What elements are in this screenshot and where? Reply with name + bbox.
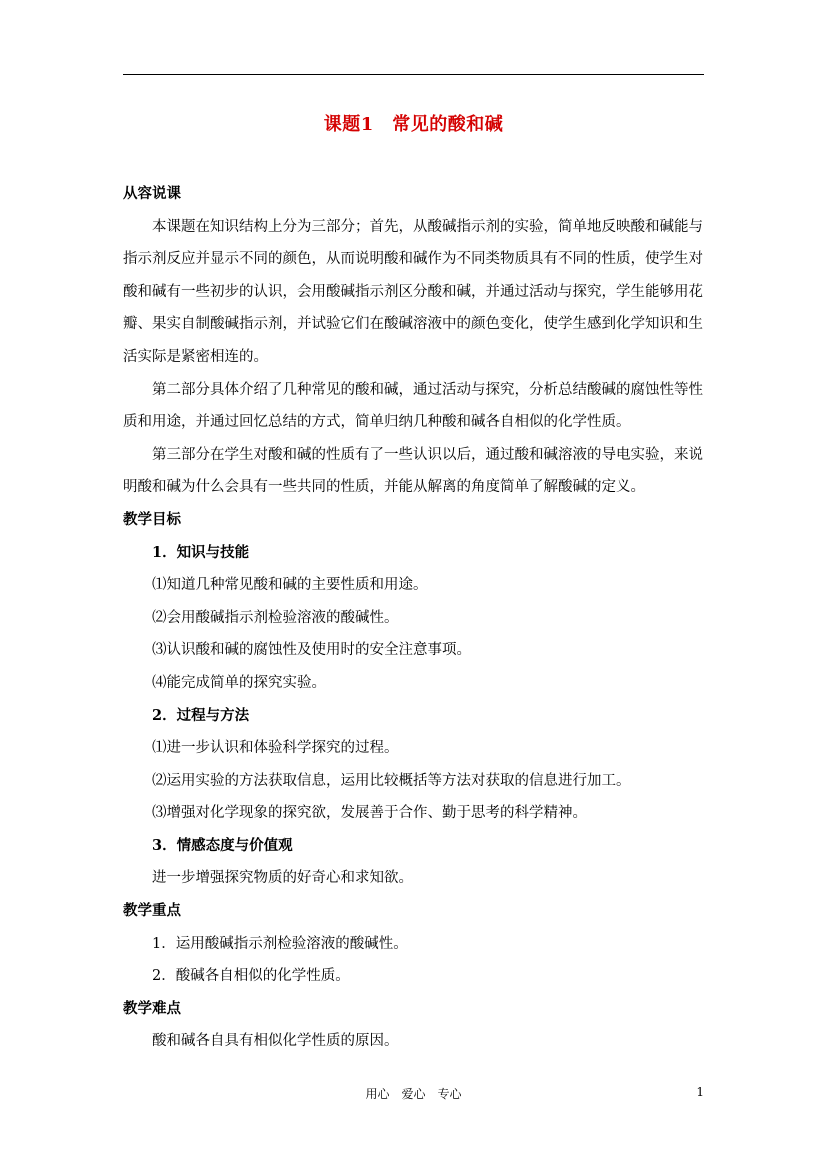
goals-subheading-process: 2．过程与方法 xyxy=(152,706,250,724)
goals-attitude-item-1: 进一步增强探究物质的好奇心和求知欲。 xyxy=(152,870,413,887)
goals-subheading-attitude: 3．情感态度与价值观 xyxy=(152,836,293,854)
key-point-item-2: 2．酸碱各自相似的化学性质。 xyxy=(152,968,350,985)
intro-paragraph-3: 第三部分在学生对酸和碱的性质有了一些认识以后，通过酸和碱溶液的导电实验，来说明酸和碱为什么会具有一些共同的性质，并能从解离的角度简单了解酸碱的定义。 xyxy=(123,446,703,496)
goals-knowledge-item-4: ⑷能完成简单的探究实验。 xyxy=(152,674,326,691)
goals-knowledge-item-2: ⑵会用酸碱指示剂检验溶液的酸碱性。 xyxy=(152,609,399,626)
section-heading-key-points: 教学重点 xyxy=(123,902,181,920)
section-heading-intro: 从容说课 xyxy=(123,185,181,202)
document-body xyxy=(123,178,703,1058)
goals-process-item-2: ⑵运用实验的方法获取信息，运用比较概括等方法对获取的信息进行加工。 xyxy=(152,772,631,789)
goals-process-item-1: ⑴进一步认识和体验科学探究的过程。 xyxy=(152,740,399,757)
footer-motto: 用心 爱心 专心 xyxy=(365,1087,462,1101)
goals-subheading-knowledge: 1．知识与技能 xyxy=(152,543,250,561)
intro-paragraph-1: 本课题在知识结构上分为三部分；首先，从酸碱指示剂的实验，简单地反映酸和碱能与指示剂反应并显示不同的颜色，从而说明酸和碱作为不同类物质具有不同的性质，使学生对酸和碱有一些初步的认识，会用酸碱指示剂区分酸和碱，并通过活动与探究，学生能够用花瓣、果实自制酸碱指示剂，并试验它们在酸碱溶液中的颜色变化，使学生感到化学知识和生活实际是紧密相连的。 xyxy=(123,218,703,365)
goals-process-item-3: ⑶增强对化学现象的探究欲，发展善于合作、勤于思考的科学精神。 xyxy=(152,805,587,822)
section-heading-goals: 教学目标 xyxy=(123,510,181,528)
header-rule xyxy=(123,74,704,75)
goals-knowledge-item-3: ⑶认识酸和碱的腐蚀性及使用时的安全注意事项。 xyxy=(152,642,471,659)
goals-knowledge-item-1: ⑴知道几种常见酸和碱的主要性质和用途。 xyxy=(152,577,428,594)
difficulty-item-1: 酸和碱各自具有相似化学性质的原因。 xyxy=(152,1033,399,1050)
key-point-item-1: 1．运用酸碱指示剂检验溶液的酸碱性。 xyxy=(152,935,408,952)
section-heading-difficulties: 教学难点 xyxy=(123,999,181,1017)
document-title: 课题1 常见的酸和碱 xyxy=(323,114,504,135)
intro-paragraph-2: 第二部分具体介绍了几种常见的酸和碱，通过活动与探究，分析总结酸碱的腐蚀性等性质和用途，并通过回忆总结的方式，简单归纳几种酸和碱各自相似的化学性质。 xyxy=(123,381,703,431)
page-number: 1 xyxy=(696,1085,704,1099)
